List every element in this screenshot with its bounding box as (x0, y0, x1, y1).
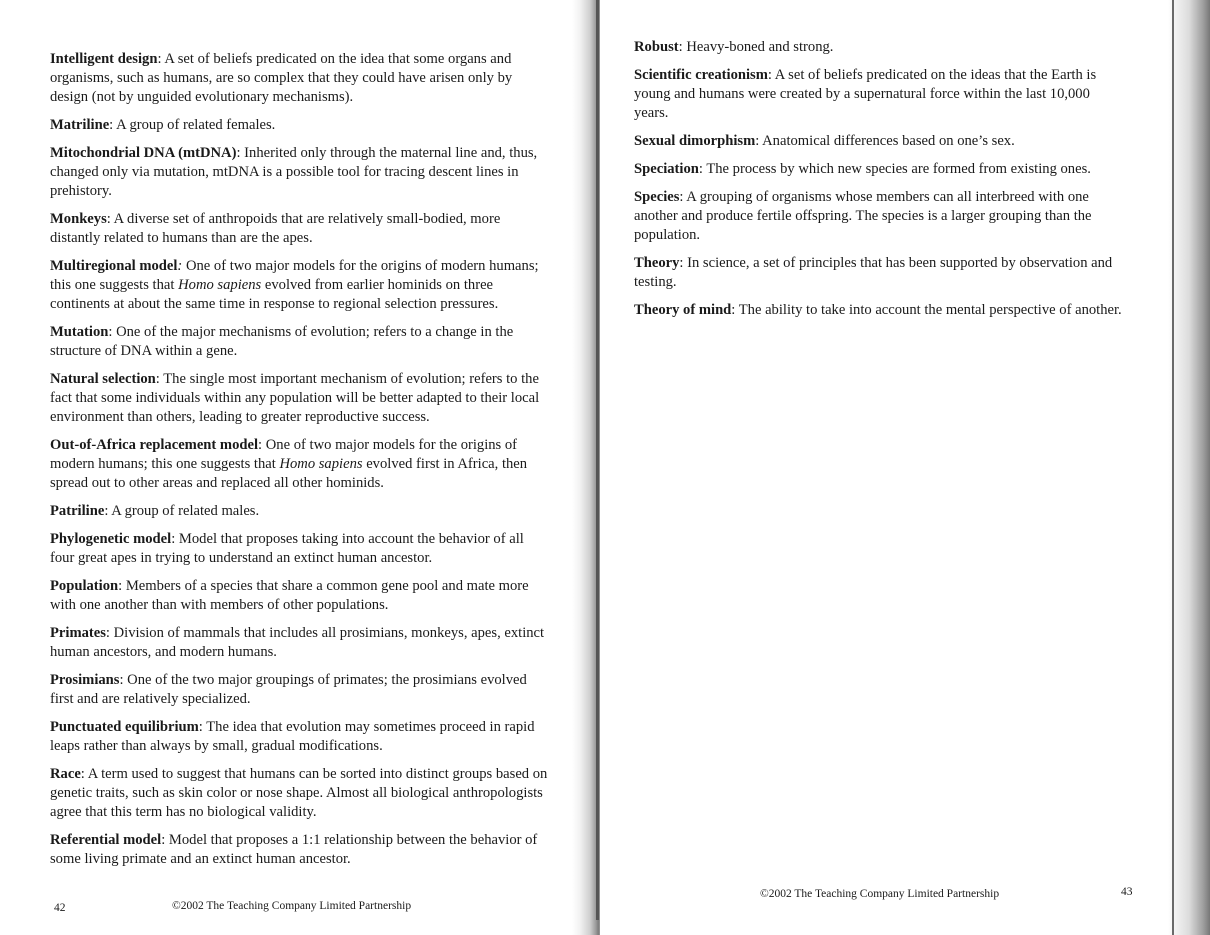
glossary-entry (634, 188, 1124, 245)
term-separator: : (177, 258, 183, 274)
glossary-entry (50, 116, 550, 135)
glossary-entry (634, 132, 1124, 151)
definition-text: One of two major models for the origins of modern humans; this one suggests that (50, 258, 539, 293)
glossary-term: Race (50, 766, 81, 782)
term-separator: : (767, 67, 772, 83)
species-name: Homo sapiens (178, 277, 262, 293)
glossary-term: Intelligent design (50, 51, 158, 67)
glossary-definition: One of the two major groupings of primates; the prosimians evolved first and are relatively specialized. (50, 672, 527, 707)
term-separator: : (105, 625, 110, 641)
term-separator: : (198, 719, 203, 735)
glossary-definition: The ability to take into account the mental perspective of another. (735, 302, 1122, 318)
term-separator: : (119, 672, 124, 688)
glossary-definition: A diverse set of anthropoids that are relatively small-bodied, more distantly related to humans than are the apes. (50, 211, 501, 246)
glossary-entry (50, 370, 550, 427)
glossary-term: Monkeys (50, 211, 107, 227)
glossary-entry (50, 671, 550, 709)
term-separator: : (155, 371, 160, 387)
glossary-entry (50, 530, 550, 568)
term-separator: : (80, 766, 85, 782)
glossary-term: Primates (50, 625, 106, 641)
definition-text: evolved from earlier hominids on three continents at about the same time in response to regional selection pressures. (50, 277, 499, 312)
term-separator: : (171, 531, 176, 547)
term-separator: : (755, 133, 760, 149)
glossary-entry (634, 301, 1124, 320)
term-separator: : (109, 117, 114, 133)
glossary-term: Prosimians (50, 672, 120, 688)
term-separator: : (258, 437, 263, 453)
glossary-definition: A set of beliefs predicated on the idea that some organs and organisms, such as humans, are so complex that they could have arisen only by design (not by unguided evolutionary mechanisms). (50, 51, 513, 105)
glossary-term: Punctuated equilibrium (50, 719, 199, 735)
glossary-definition: Model that proposes taking into account the behavior of all four great apes in trying to understand an extinct human ancestor. (50, 531, 524, 566)
term-separator: : (679, 189, 684, 205)
glossary-entry (50, 323, 550, 361)
term-separator: : (157, 51, 162, 67)
glossary-term: Scientific creationism (634, 67, 768, 83)
glossary-term: Theory of mind (634, 302, 732, 318)
term-separator: : (679, 255, 684, 271)
glossary-definition: A group of related males. (108, 503, 260, 519)
glossary-entry (50, 257, 550, 314)
page-edge-line (1172, 0, 1174, 935)
term-separator: : (161, 832, 166, 848)
glossary-term: Phylogenetic model (50, 531, 172, 547)
page-edge-shadow (1168, 0, 1210, 935)
glossary-entry (634, 66, 1124, 123)
right-page (600, 0, 1210, 935)
glossary-definition: Division of mammals that includes all prosimians, monkeys, apes, extinct human ancestors, and modern humans. (50, 625, 545, 660)
glossary-entry (50, 210, 550, 248)
glossary-term: Patriline (50, 503, 105, 519)
glossary-definition: A grouping of organisms whose members can all interbreed with one another and produce fertile offspring. The species is a larger grouping than the population. (634, 189, 1092, 243)
term-separator: : (698, 161, 703, 177)
term-separator: : (731, 302, 736, 318)
term-separator: : (236, 145, 241, 161)
glossary-entry (50, 765, 550, 822)
glossary-definition: The single most important mechanism of evolution; refers to the fact that some individuals within any population will be better adapted to their local environment than others, leading to greater reproductive success. (50, 371, 540, 425)
glossary-definition: In science, a set of principles that has been supported by observation and testing. (634, 255, 1113, 290)
glossary-term: Out-of-Africa replacement model (50, 437, 259, 453)
glossary-entry (50, 502, 550, 521)
glossary-definition: The idea that evolution may sometimes proceed in rapid leaps rather than always by small, gradual modifications. (50, 719, 535, 754)
glossary-term: Speciation (634, 161, 699, 177)
glossary-term: Species (634, 189, 680, 205)
glossary-entry (50, 718, 550, 756)
glossary-list-left (50, 50, 550, 878)
glossary-definition: Anatomical differences based on one’s sex. (759, 133, 1015, 149)
left-page (0, 0, 600, 935)
glossary-entry (50, 144, 550, 201)
term-separator: : (104, 503, 109, 519)
glossary-entry (634, 254, 1124, 292)
glossary-definition: Model that proposes a 1:1 relationship between the behavior of some living primate and an extinct human ancestor. (50, 832, 538, 867)
term-separator: : (678, 39, 683, 55)
copyright-notice: ©2002 The Teaching Company Limited Partnership (172, 900, 412, 912)
glossary-definition: A group of related females. (113, 117, 276, 133)
species-name: Homo sapiens (279, 456, 363, 472)
term-separator: : (108, 324, 113, 340)
glossary-entry (50, 577, 550, 615)
book-gutter-line (596, 0, 599, 920)
glossary-term: Natural selection (50, 371, 156, 387)
glossary-definition: Heavy-boned and strong. (682, 39, 834, 55)
glossary-entry (50, 624, 550, 662)
glossary-term: Sexual dimorphism (634, 133, 756, 149)
glossary-definition: A set of beliefs predicated on the ideas that the Earth is young and humans were created by a supernatural force within the last 10,000 years. (634, 67, 1097, 121)
definition-text: One of two major models for the origins of modern humans; this one suggests that (50, 437, 518, 472)
glossary-term: Theory (634, 255, 680, 271)
glossary-term: Matriline (50, 117, 110, 133)
page-number: 42 (54, 902, 66, 914)
glossary-entry (50, 436, 550, 493)
glossary-entry (50, 831, 550, 869)
term-separator: : (106, 211, 111, 227)
page-number: 43 (1121, 886, 1133, 898)
glossary-term: Mutation (50, 324, 109, 340)
glossary-entry (634, 160, 1124, 179)
glossary-term: Referential model (50, 832, 162, 848)
term-separator: : (118, 578, 123, 594)
glossary-list-right (634, 38, 1124, 329)
glossary-entry (634, 38, 1124, 57)
glossary-definition: The process by which new species are formed from existing ones. (702, 161, 1091, 177)
glossary-definition: Inherited only through the maternal line and, thus, changed only via mutation, mtDNA is a possible tool for tracing descent lines in prehistory. (50, 145, 538, 199)
glossary-entry (50, 50, 550, 107)
glossary-term: Mitochondrial DNA (mtDNA) (50, 145, 237, 161)
definition-text: evolved first in Africa, then spread out to other areas and replaced all other hominids. (50, 456, 528, 491)
glossary-term: Multiregional model (50, 258, 178, 274)
glossary-definition: One of the major mechanisms of evolution; refers to a change in the structure of DNA within a gene. (50, 324, 514, 359)
glossary-definition: Members of a species that share a common gene pool and mate more with one another than with members of other populations. (50, 578, 529, 613)
glossary-term: Population (50, 578, 119, 594)
glossary-term: Robust (634, 39, 679, 55)
glossary-definition: A term used to suggest that humans can be sorted into distinct groups based on genetic traits, such as skin color or nose shape. Almost all biological anthropologists agree that this term has no biological validity. (50, 766, 548, 820)
copyright-notice: ©2002 The Teaching Company Limited Partnership (760, 888, 1000, 900)
